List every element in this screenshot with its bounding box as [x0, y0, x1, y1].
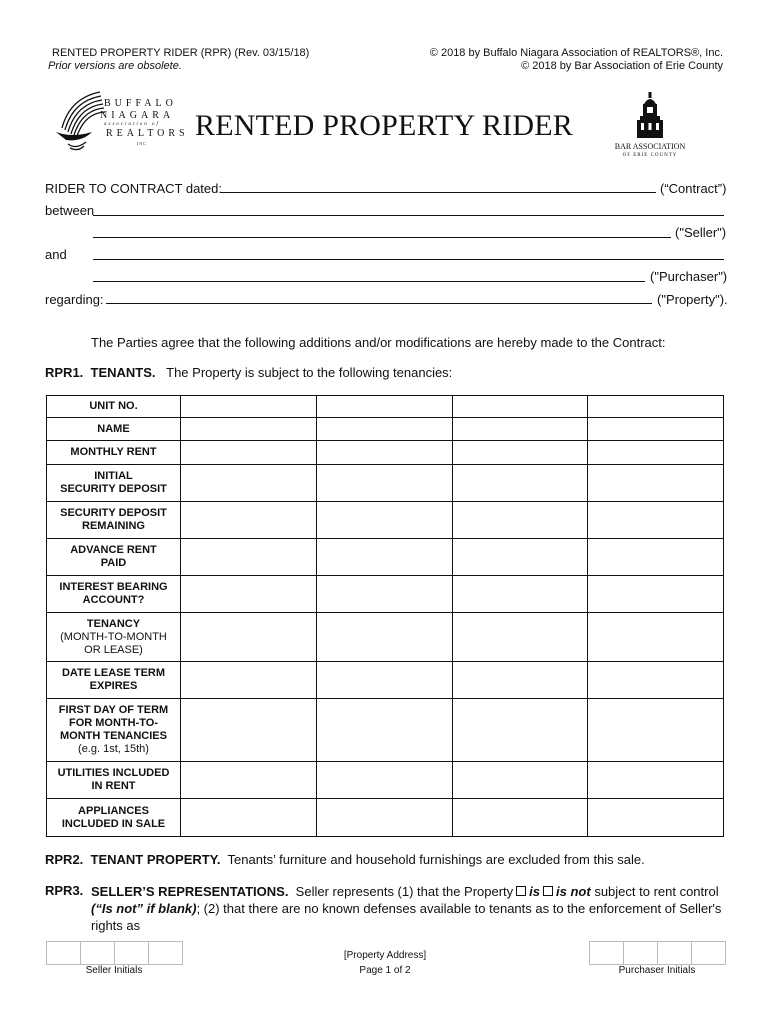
bnar-buffalo: BUFFALO: [104, 98, 177, 109]
table-cell[interactable]: [316, 699, 452, 762]
table-cell[interactable]: [452, 576, 588, 613]
property-field[interactable]: [106, 303, 652, 304]
row-label-appliances-included: APPLIANCES INCLUDED IN SALE: [47, 799, 181, 837]
table-row: [47, 418, 724, 441]
table-cell[interactable]: [452, 502, 588, 539]
table-row: [47, 699, 724, 762]
table-cell[interactable]: [588, 799, 724, 837]
table-cell[interactable]: [588, 465, 724, 502]
rpr3-number: RPR3.: [45, 883, 84, 898]
between-label: between: [45, 203, 95, 218]
table-cell[interactable]: [316, 418, 452, 441]
is-not-checkbox[interactable]: [543, 886, 553, 896]
table-row: [47, 613, 724, 662]
form-id: RENTED PROPERTY RIDER (RPR) (Rev. 03/15/18): [52, 47, 310, 59]
table-cell[interactable]: [316, 576, 452, 613]
rpr1-text: The Property is subject to the following tenancies:: [166, 365, 453, 380]
table-cell[interactable]: [588, 441, 724, 465]
bnar-logo: [52, 88, 192, 152]
table-cell[interactable]: [316, 539, 452, 576]
rpr2-text: Tenants’ furniture and household furnishings are excluded from this sale.: [227, 852, 645, 867]
table-cell[interactable]: [181, 662, 317, 699]
table-row: [47, 539, 724, 576]
rpr1-heading: [45, 365, 452, 380]
row-label-name: NAME: [47, 418, 181, 441]
row-label-unit-no: UNIT NO.: [47, 396, 181, 418]
purchaser-name-field-2[interactable]: [93, 281, 645, 282]
table-row: [47, 662, 724, 699]
table-cell[interactable]: [452, 762, 588, 799]
table-cell[interactable]: [316, 799, 452, 837]
row-label-advance-rent-paid: ADVANCE RENT PAID: [47, 539, 181, 576]
table-cell[interactable]: [316, 762, 452, 799]
waterfall-icon: [52, 88, 108, 154]
table-cell[interactable]: [452, 418, 588, 441]
regarding-label: regarding:: [45, 292, 104, 307]
table-cell[interactable]: [316, 396, 452, 418]
table-row: [47, 465, 724, 502]
initials-box[interactable]: [47, 942, 81, 964]
initials-box[interactable]: [115, 942, 149, 964]
rpr2-number: RPR2.: [45, 852, 84, 867]
bar-association-county: OF ERIE COUNTY: [622, 153, 678, 158]
table-row: [47, 762, 724, 799]
table-cell[interactable]: [452, 662, 588, 699]
intro-text: The Parties agree that the following additions and/or modifications are hereby made to the Contract:: [91, 335, 666, 350]
table-cell[interactable]: [181, 613, 317, 662]
table-cell[interactable]: [181, 576, 317, 613]
table-cell[interactable]: [181, 539, 317, 576]
table-cell[interactable]: [181, 799, 317, 837]
rpr3-title: SELLER’S REPRESENTATIONS.: [91, 884, 289, 899]
obsolete-note: Prior versions are obsolete.: [48, 60, 182, 72]
table-cell[interactable]: [316, 502, 452, 539]
purchaser-initials-boxes: [589, 941, 726, 965]
table-row: [47, 441, 724, 465]
row-label-initial-security-deposit: INITIAL SECURITY DEPOSIT: [47, 465, 181, 502]
rpr3-section: SELLER’S REPRESENTATIONS. Seller represents (1) that the Property is is not subject to rent control (“Is not” if blank); (2) that there are no known defenses available to tenants as to the enforcement of Seller's rights as: [91, 884, 722, 933]
tenancy-table: [46, 395, 724, 837]
initials-box[interactable]: [624, 942, 658, 964]
purchaser-initials-label: Purchaser Initials: [618, 965, 696, 976]
initials-box[interactable]: [658, 942, 692, 964]
seller-suffix: ("Seller"): [675, 225, 727, 240]
table-cell[interactable]: [181, 762, 317, 799]
copyright-bnar: © 2018 by Buffalo Niagara Association of REALTORS®, Inc.: [429, 47, 723, 59]
table-cell[interactable]: [181, 441, 317, 465]
table-cell[interactable]: [181, 502, 317, 539]
table-cell[interactable]: [452, 539, 588, 576]
building-tower-icon: [635, 92, 665, 138]
table-cell[interactable]: [588, 613, 724, 662]
row-label-date-lease-term-expires: DATE LEASE TERM EXPIRES: [47, 662, 181, 699]
bnar-niagara: NIAGARA: [100, 110, 175, 121]
table-cell[interactable]: [588, 539, 724, 576]
table-cell[interactable]: [181, 699, 317, 762]
table-row: [47, 799, 724, 837]
row-label-first-day-of-term: FIRST DAY OF TERM FOR MONTH-TO- MONTH TENANCIES (e.g. 1st, 15th): [47, 699, 181, 762]
table-row: [47, 576, 724, 613]
purchaser-name-field-1[interactable]: [93, 259, 724, 260]
table-cell[interactable]: [452, 613, 588, 662]
row-label-monthly-rent: MONTHLY RENT: [47, 441, 181, 465]
table-cell[interactable]: [316, 613, 452, 662]
bnar-inc: INC: [137, 141, 147, 146]
page-title: RENTED PROPERTY RIDER: [195, 109, 573, 142]
table-cell[interactable]: [588, 762, 724, 799]
rpr2-section: [45, 852, 645, 867]
table-cell[interactable]: [316, 465, 452, 502]
property-suffix: ("Property").: [657, 292, 728, 307]
bar-association-name: BAR ASSOCIATION: [614, 142, 686, 151]
initials-box[interactable]: [590, 942, 624, 964]
row-label-interest-bearing-account: INTEREST BEARING ACCOUNT?: [47, 576, 181, 613]
table-cell[interactable]: [452, 396, 588, 418]
table-cell[interactable]: [588, 699, 724, 762]
table-row: [47, 396, 724, 418]
contract-date-field[interactable]: [220, 192, 656, 193]
bnar-association: association of: [104, 122, 160, 127]
table-cell[interactable]: [181, 418, 317, 441]
table-cell[interactable]: [452, 699, 588, 762]
table-cell[interactable]: [588, 418, 724, 441]
table-cell[interactable]: [588, 396, 724, 418]
table-cell[interactable]: [452, 799, 588, 837]
table-cell[interactable]: [452, 441, 588, 465]
initials-box[interactable]: [692, 942, 725, 964]
bnar-realtors: REALTORS: [106, 128, 189, 139]
table-cell[interactable]: [588, 576, 724, 613]
property-address-label: [Property Address]: [343, 950, 427, 961]
table-cell[interactable]: [316, 662, 452, 699]
seller-name-field-2[interactable]: [93, 237, 671, 238]
rpr3-blank-note: (“Is not” if blank): [91, 901, 197, 916]
rpr1-title: TENANTS.: [90, 365, 156, 380]
table-cell[interactable]: [316, 441, 452, 465]
table-row: [47, 502, 724, 539]
is-checkbox[interactable]: [516, 886, 526, 896]
page-number: Page 1 of 2: [359, 965, 411, 976]
initials-box[interactable]: [149, 942, 182, 964]
table-cell[interactable]: [588, 502, 724, 539]
contract-suffix: (“Contract”): [660, 181, 727, 196]
rpr2-title: TENANT PROPERTY.: [90, 852, 221, 867]
seller-initials-boxes: [46, 941, 183, 965]
table-cell[interactable]: [181, 465, 317, 502]
seller-initials-label: Seller Initials: [85, 965, 143, 976]
bar-association-logo: [610, 92, 690, 162]
table-cell[interactable]: [181, 396, 317, 418]
row-label-tenancy: TENANCY (MONTH-TO-MONTH OR LEASE): [47, 613, 181, 662]
table-cell[interactable]: [588, 662, 724, 699]
rider-label: RIDER TO CONTRACT dated:: [45, 181, 222, 196]
purchaser-suffix: ("Purchaser"): [650, 269, 728, 284]
rpr1-number: RPR1.: [45, 365, 84, 380]
table-cell[interactable]: [452, 465, 588, 502]
row-label-security-deposit-remaining: SECURITY DEPOSIT REMAINING: [47, 502, 181, 539]
row-label-utilities-included: UTILITIES INCLUDED IN RENT: [47, 762, 181, 799]
and-label: and: [45, 247, 67, 262]
initials-box[interactable]: [81, 942, 115, 964]
copyright-bar: © 2018 by Bar Association of Erie County: [521, 60, 723, 72]
seller-name-field-1[interactable]: [93, 215, 724, 216]
